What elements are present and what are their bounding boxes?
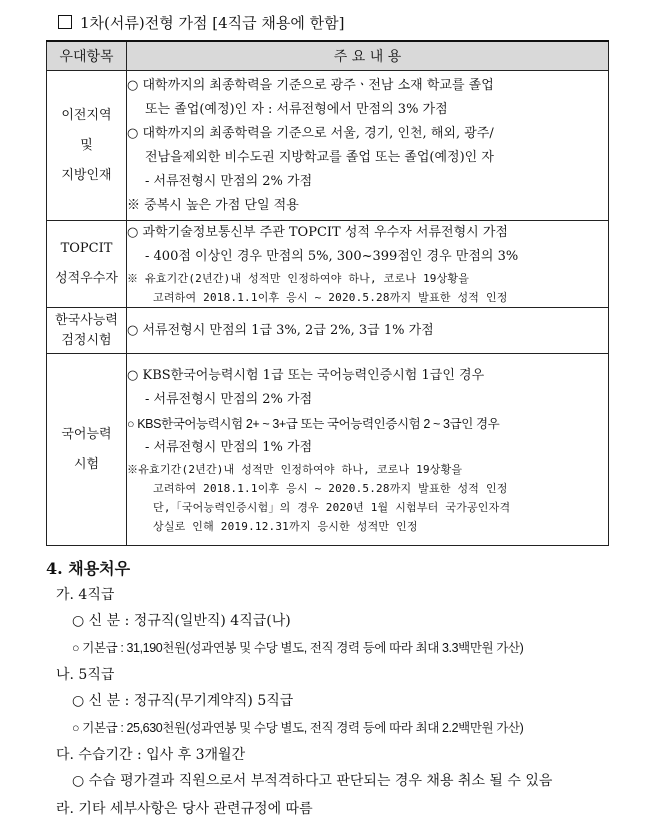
row-category-history: 한국사능력 검정시험 bbox=[47, 308, 127, 354]
row-content-korean: ○ KBS한국어능력시험 1급 또는 국어능력인증시험 1급인 경우 - 서류전형시 만점의 2% 가점 ○ KBS한국어능력시험 2+ ~ 3+급 또는 국어능력인증시험 2 ~ 3급인 경우 - 서류전형시 만점의 1% 가점 ※유효기간(2년간)내 성적만 인정하여야 하나, 코로나 19상황을 고려하여 2018.1.1이후 응시 ~ 2020.5.28까지 발표한 성적 인정 단,「국어능력인증시험」의 경우 2020년 1월 시험부터 국가공인자격 상실로 인해 2019.12.31까지 응시한 성적만 인정 bbox=[127, 354, 609, 546]
row-category-topcit: TOPCIT 성적우수자 bbox=[47, 221, 127, 308]
probation-note: ○ 수습 평가결과 직원으로서 부적격하다고 판단되는 경우 채용 취소 될 수 있음 bbox=[72, 773, 553, 789]
table-row bbox=[47, 354, 609, 546]
row-content-topcit: ○ 과학기술정보통신부 주관 TOPCIT 성적 우수자 서류전형시 가점 - 400점 이상인 경우 만점의 5%, 300~399점인 경우 만점의 3% ※ 유효기간(2년간)내 성적만 인정하여야 하나, 코로나 19상황을 고려하여 2018.1.1이후 응시 ~ 2020.5.28까지 발표한 성적 인정 bbox=[127, 221, 609, 308]
probation-label: 다. 수습기간 : 입사 후 3개월간 bbox=[56, 747, 246, 763]
section4-heading: 4. 채용처우 bbox=[46, 559, 131, 578]
title-text: 1차(서류)전형 가점 [4직급 채용에 한함] bbox=[80, 14, 345, 32]
table-row bbox=[47, 71, 609, 221]
other-details: 라. 기타 세부사항은 당사 관련규정에 따름 bbox=[56, 801, 313, 817]
grade5-label: 나. 5직급 bbox=[56, 667, 115, 683]
section-title bbox=[58, 12, 344, 33]
table-header-row bbox=[47, 41, 609, 71]
grade4-salary: ○ 기본급 : 31,190천원(성과연봉 및 수당 별도, 전직 경력 등에 따라 최대 3.3백만원 가산) bbox=[72, 641, 524, 655]
grade4-label: 가. 4직급 bbox=[56, 587, 115, 603]
table-row bbox=[47, 308, 609, 354]
row-category-region: 이전지역 및 지방인재 bbox=[47, 71, 127, 221]
bonus-points-table bbox=[46, 40, 609, 546]
grade5-status: ○ 신 분 : 정규직(무기계약직) 5직급 bbox=[72, 693, 294, 709]
table-row bbox=[47, 221, 609, 308]
grade5-salary: ○ 기본급 : 25,630천원(성과연봉 및 수당 별도, 전직 경력 등에 따라 최대 2.2백만원 가산) bbox=[72, 721, 524, 735]
header-content: 주 요 내 용 bbox=[127, 41, 609, 71]
grade4-status: ○ 신 분 : 정규직(일반직) 4직급(나) bbox=[72, 613, 291, 629]
header-category: 우대항목 bbox=[47, 41, 127, 71]
row-content-history: ○ 서류전형시 만점의 1급 3%, 2급 2%, 3급 1% 가점 bbox=[127, 308, 609, 354]
row-category-korean: 국어능력 시험 bbox=[47, 354, 127, 546]
row-content-region: ○ 대학까지의 최종학력을 기준으로 광주ㆍ전남 소재 학교를 졸업 또는 졸업(예정)인 자 : 서류전형에서 만점의 3% 가점 ○ 대학까지의 최종학력을 기준으로 서울, 경기, 인천, 해외, 광주/ 전남을제외한 비수도권 지방학교를 졸업 또는 졸업(예정)인 자 - 서류전형시 만점의 2% 가점 ※ 중복시 높은 가점 단일 적용 bbox=[127, 71, 609, 221]
checkbox-square-icon bbox=[58, 15, 72, 29]
